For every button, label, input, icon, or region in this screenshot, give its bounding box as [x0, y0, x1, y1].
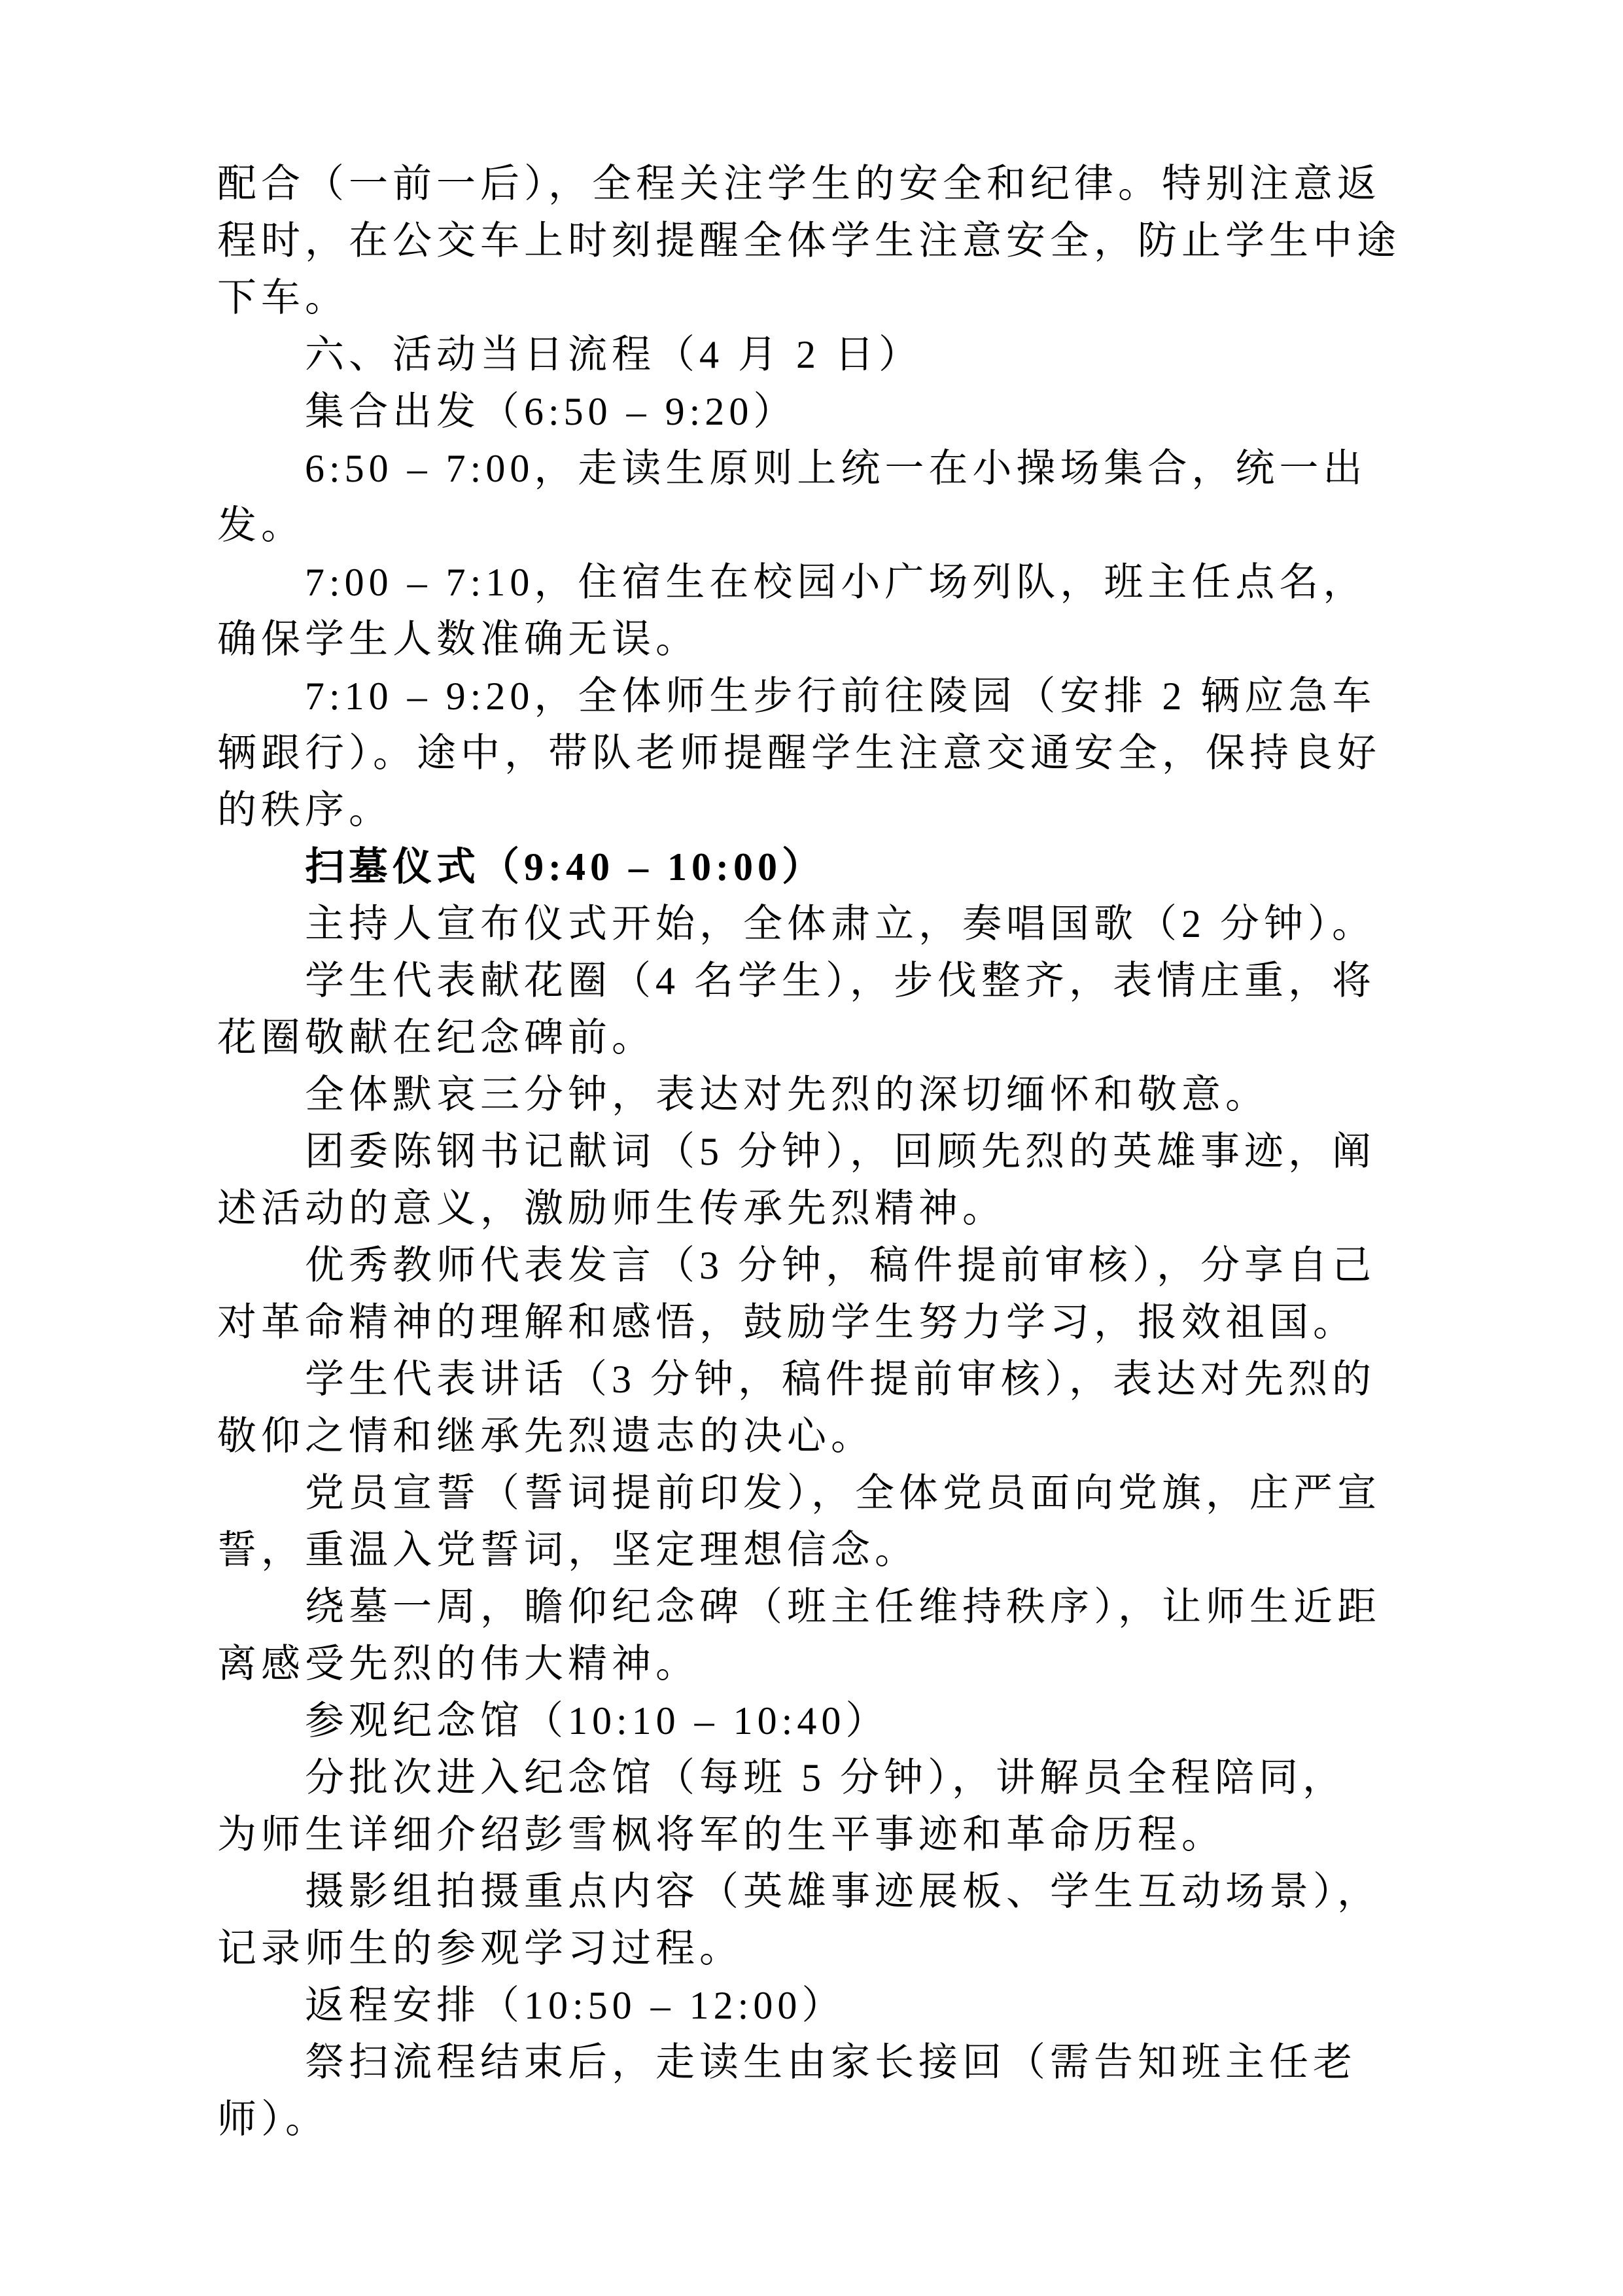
text-line: 党员宣誓（誓词提前印发），全体党员面向党旗，庄严宣 [305, 1472, 1381, 1515]
text-line: 发。 [217, 504, 305, 547]
text-line: 为师生详细介绍彭雪枫将军的生平事迹和革命历程。 [217, 1813, 1225, 1856]
text-line: 的秩序。 [217, 788, 393, 832]
text-line: 记录师生的参观学习过程。 [217, 1927, 743, 1970]
text-line: 优秀教师代表发言（3 分钟，稿件提前审核），分享自己 [305, 1244, 1376, 1287]
text-line: 7:10 – 9:20，全体师生步行前往陵园（安排 2 辆应急车 [305, 675, 1376, 718]
text-line: 述活动的意义，激励师生传承先烈精神。 [217, 1187, 1006, 1230]
text-line: 六、活动当日流程（4 月 2 日） [305, 333, 922, 376]
text-line: 花圈敬献在纪念碑前。 [217, 1016, 655, 1059]
text-line: 离感受先烈的伟大精神。 [217, 1642, 699, 1686]
text-line: 对革命精神的理解和感悟，鼓励学生努力学习，报效祖国。 [217, 1301, 1357, 1344]
text-line: 程时，在公交车上时刻提醒全体学生注意安全，防止学生中途 [217, 219, 1401, 262]
text-line: 集合出发（6:50 – 9:20） [305, 390, 797, 433]
text-line: 誓，重温入党誓词，坚定理想信念。 [217, 1528, 918, 1572]
text-line: 摄影组拍摄重点内容（英雄事迹展板、学生互动场景）， [305, 1870, 1381, 1913]
text-line: 绕墓一周，瞻仰纪念碑（班主任维持秩序），让师生近距 [305, 1585, 1381, 1629]
text-line: 师）。 [217, 2098, 329, 2141]
text-line: 敬仰之情和继承先烈遗志的决心。 [217, 1415, 875, 1458]
text-line: 参观纪念馆（10:10 – 10:40） [305, 1699, 890, 1742]
text-line: 祭扫流程结束后，走读生由家长接回（需告知班主任老 [305, 2041, 1357, 2084]
text-line: 全体默哀三分钟，表达对先烈的深切缅怀和敬意。 [305, 1073, 1269, 1116]
text-line: 学生代表献花圈（4 名学生），步伐整齐，表情庄重，将 [305, 959, 1376, 1002]
text-line: 7:00 – 7:10，住宿生在校园小广场列队，班主任点名， [305, 561, 1367, 604]
text-line: 分批次进入纪念馆（每班 5 分钟），讲解员全程陪同， [305, 1756, 1346, 1799]
text-line: 主持人宣布仪式开始，全体肃立，奏唱国歌（2 分钟）。 [305, 902, 1376, 945]
text-line: 下车。 [217, 276, 349, 319]
text-line: 团委陈钢书记献词（5 分钟），回顾先烈的英雄事迹，阐 [305, 1130, 1376, 1173]
text-line: 辆跟行）。途中，带队老师提醒学生注意交通安全，保持良好 [217, 732, 1381, 775]
text-line: 扫墓仪式（9:40 – 10:00） [305, 845, 826, 889]
text-line: 返程安排（10:50 – 12:00） [305, 1984, 846, 2027]
document-body [217, 156, 1406, 2148]
text-line: 确保学生人数准确无误。 [217, 618, 699, 661]
text-line: 学生代表讲话（3 分钟，稿件提前审核），表达对先烈的 [305, 1358, 1376, 1401]
text-line: 6:50 – 7:00，走读生原则上统一在小操场集合，统一出 [305, 447, 1367, 490]
text-line: 配合（一前一后），全程关注学生的安全和纪律。特别注意返 [217, 162, 1381, 205]
